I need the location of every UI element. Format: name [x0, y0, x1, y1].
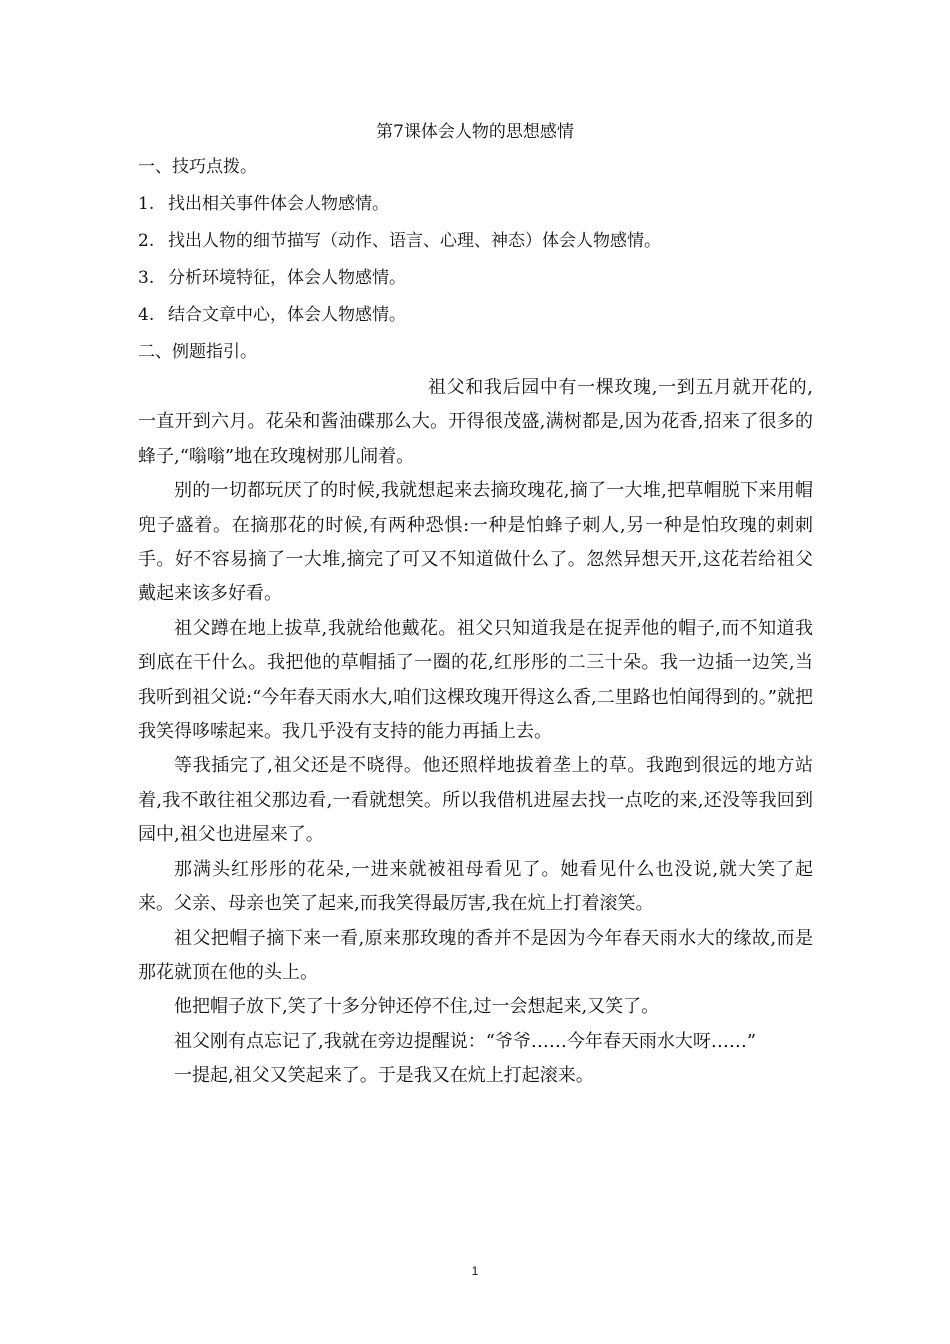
tip-number: 2. [138, 231, 155, 251]
section-heading-example: 二、例题指引。 [138, 342, 257, 362]
story-paragraph: 祖父把帽子摘下来一看,原来那玫瑰的香并不是因为今年春天雨水大的缘故,而是那花就顶在他的头上。 [138, 927, 813, 983]
tip-text: 找出人物的细节描写（动作、语言、心理、神态）体会人物感情。 [168, 231, 661, 251]
story-paragraph: 等我插完了,祖父还是不晓得。他还照样地拔着垄上的草。我跑到很远的地方站着,我不敢往祖父那边看,一看就想笑。所以我借机进屋去找一点吃的来,还没等我回到园中,祖父也进屋来了。 [138, 755, 813, 846]
story-paragraph: 他把帽子放下,笑了十多分钟还停不住,过一会想起来,又笑了。 [174, 996, 660, 1018]
tip-number: 1. [138, 194, 155, 214]
tip-text: 结合文章中心，体会人物感情。 [168, 305, 406, 325]
tip-number: 4. [138, 305, 155, 325]
lesson-title: 第7课体会人物的思想感情 [376, 122, 574, 142]
tip-number: 3. [138, 268, 155, 288]
tip-item-3 [138, 266, 406, 290]
story-paragraph: 祖父和我后园中有一棵玫瑰,一到五月就开花的,一直开到六月。花朵和酱油碟那么大。开得很茂盛,满树都是,因为花香,招来了很多的蜂子,“嗡嗡”地在玫瑰树那儿闹着。 [138, 377, 813, 467]
story-text [138, 371, 813, 1094]
story-paragraph: 祖父刚有点忘记了,我就在旁边提醒说：“爷爷……今年春天雨水大呀……” [174, 1030, 757, 1052]
section-heading-tips: 一、技巧点拨。 [138, 157, 257, 177]
tip-item-2 [138, 229, 661, 253]
story-paragraph: 一提起,祖父又笑起来了。于是我又在炕上打起滚来。 [174, 1065, 594, 1087]
tip-text: 分析环境特征，体会人物感情。 [168, 268, 406, 288]
tip-text: 找出相关事件体会人物感情。 [168, 194, 389, 214]
tip-item-4 [138, 303, 406, 327]
tip-item-1 [138, 192, 389, 216]
story-paragraph: 祖父蹲在地上拔草,我就给他戴花。祖父只知道我是在捉弄他的帽子,而不知道我到底在干什么。我把他的草帽插了一圈的花,红彤彤的二三十朵。我一边插一边笑,当我听到祖父说:“今年春天雨水大,咱们这棵玫瑰开得这么香,二里路也怕闻得到的。”就把我笑得哆嗦起来。我几乎没有支持的能力再插上去。 [138, 617, 813, 743]
story-paragraph: 别的一切都玩厌了的时候,我就想起来去摘玫瑰花,摘了一大堆,把草帽脱下来用帽兜子盛着。在摘那花的时候,有两种恐惧:一种是怕蜂子刺人,另一种是怕玫瑰的刺刺手。好不容易摘了一大堆,摘完了可又不知道做什么了。忽然异想天开,这花若给祖父戴起来该多好看。 [138, 480, 813, 605]
page-number: 1 [471, 1264, 479, 1278]
story-paragraph: 那满头红彤彤的花朵,一进来就被祖母看见了。她看见什么也没说,就大笑了起来。父亲、母亲也笑了起来,而我笑得最厉害,我在炕上打着滚笑。 [138, 858, 813, 915]
